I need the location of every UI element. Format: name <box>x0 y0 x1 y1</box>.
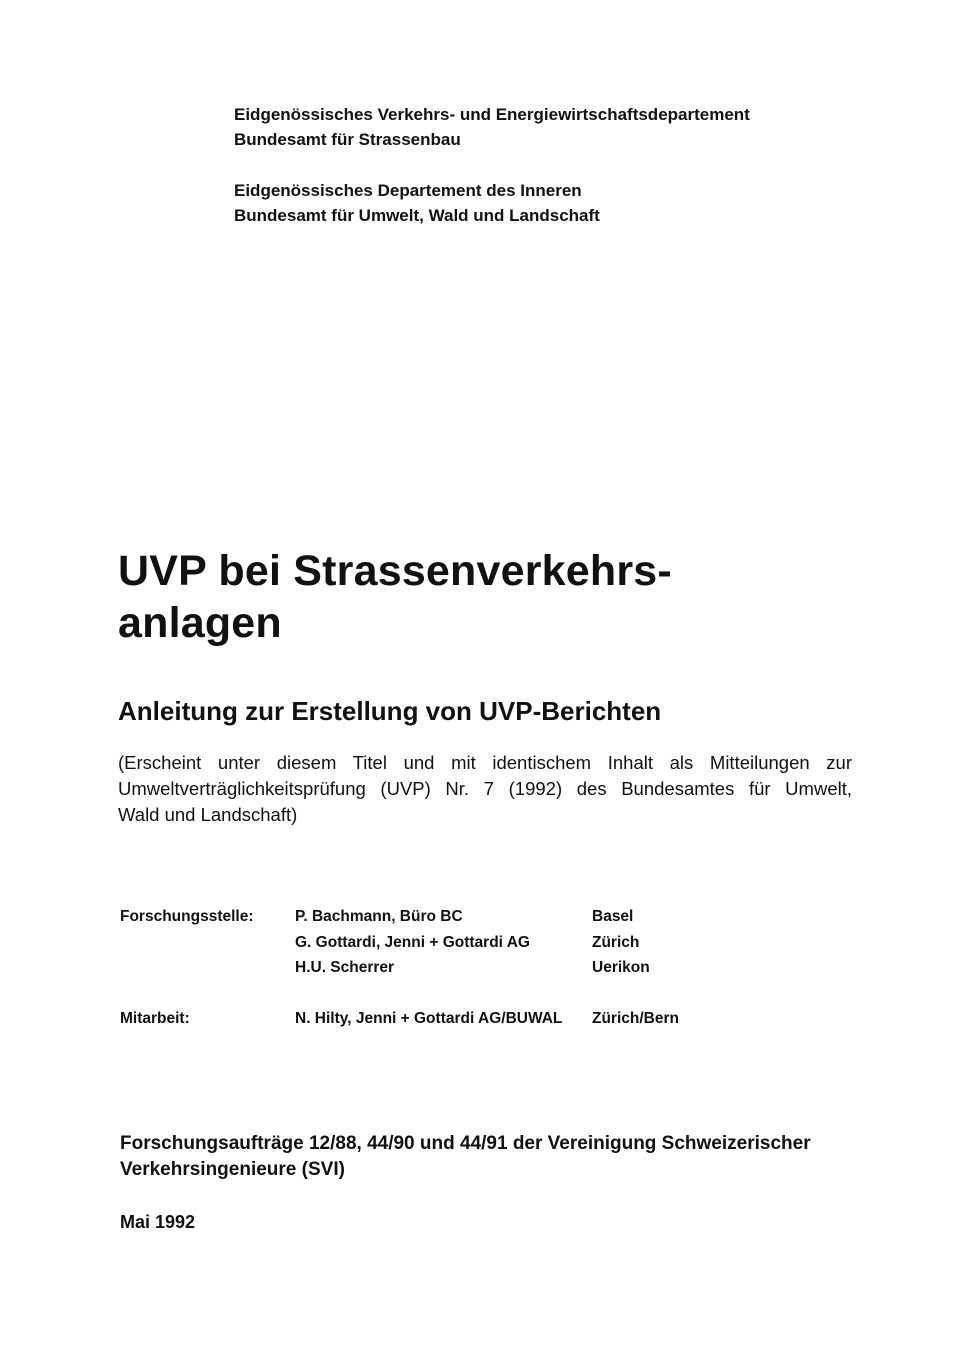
document-title <box>118 545 672 649</box>
collaborator-name: N. Hilty, Jenni + Gottardi AG/BUWAL <box>295 1010 563 1027</box>
researcher-name: P. Bachmann, Büro BC <box>295 908 463 925</box>
researcher-place: Basel <box>592 908 634 925</box>
office-name: Bundesamt für Umwelt, Wald und Landschaft <box>234 206 600 225</box>
contract-line: Forschungsaufträge 12/88, 44/90 und 44/91 der Vereinigung Schweizerischer <box>120 1133 811 1154</box>
contract-line: Verkehrsingenieure (SVI) <box>120 1159 345 1180</box>
researcher-place: Zürich <box>592 933 640 951</box>
researcher-name: H.U. Scherrer <box>295 959 395 976</box>
research-label: Forschungsstelle: <box>120 908 254 925</box>
document-subtitle: Anleitung zur Erstellung von UVP-Berichten <box>118 696 662 726</box>
office-name: Bundesamt für Strassenbau <box>234 130 461 149</box>
collaboration-label: Mitarbeit: <box>120 1010 190 1027</box>
title-line: UVP bei Strassenverkehrs- <box>118 547 672 595</box>
research-contract <box>120 1131 811 1183</box>
title-line: anlagen <box>118 599 282 647</box>
collaborator-place: Zürich/Bern <box>592 1010 679 1027</box>
publication-note <box>118 750 852 828</box>
publication-date: Mai 1992 <box>120 1212 196 1232</box>
note-line: Umweltverträglichkeitsprüfung (UVP) Nr. 7 (1992) des Bundesamtes für Umwelt, <box>118 778 852 799</box>
header-block <box>234 102 750 152</box>
department-name: Eidgenössisches Departement des Inneren <box>234 181 582 200</box>
researcher-name: G. Gottardi, Jenni + Gottardi AG <box>295 933 530 951</box>
credits-block <box>120 904 740 1044</box>
note-line: (Erscheint unter diesem Titel und mit identischem Inhalt als Mitteilungen zur <box>118 752 852 773</box>
header-block-2 <box>234 178 600 228</box>
department-name: Eidgenössisches Verkehrs- und Energiewirtschaftsdepartement <box>234 105 750 124</box>
researcher-place: Uerikon <box>592 959 650 976</box>
note-line: Wald und Landschaft) <box>118 804 298 825</box>
